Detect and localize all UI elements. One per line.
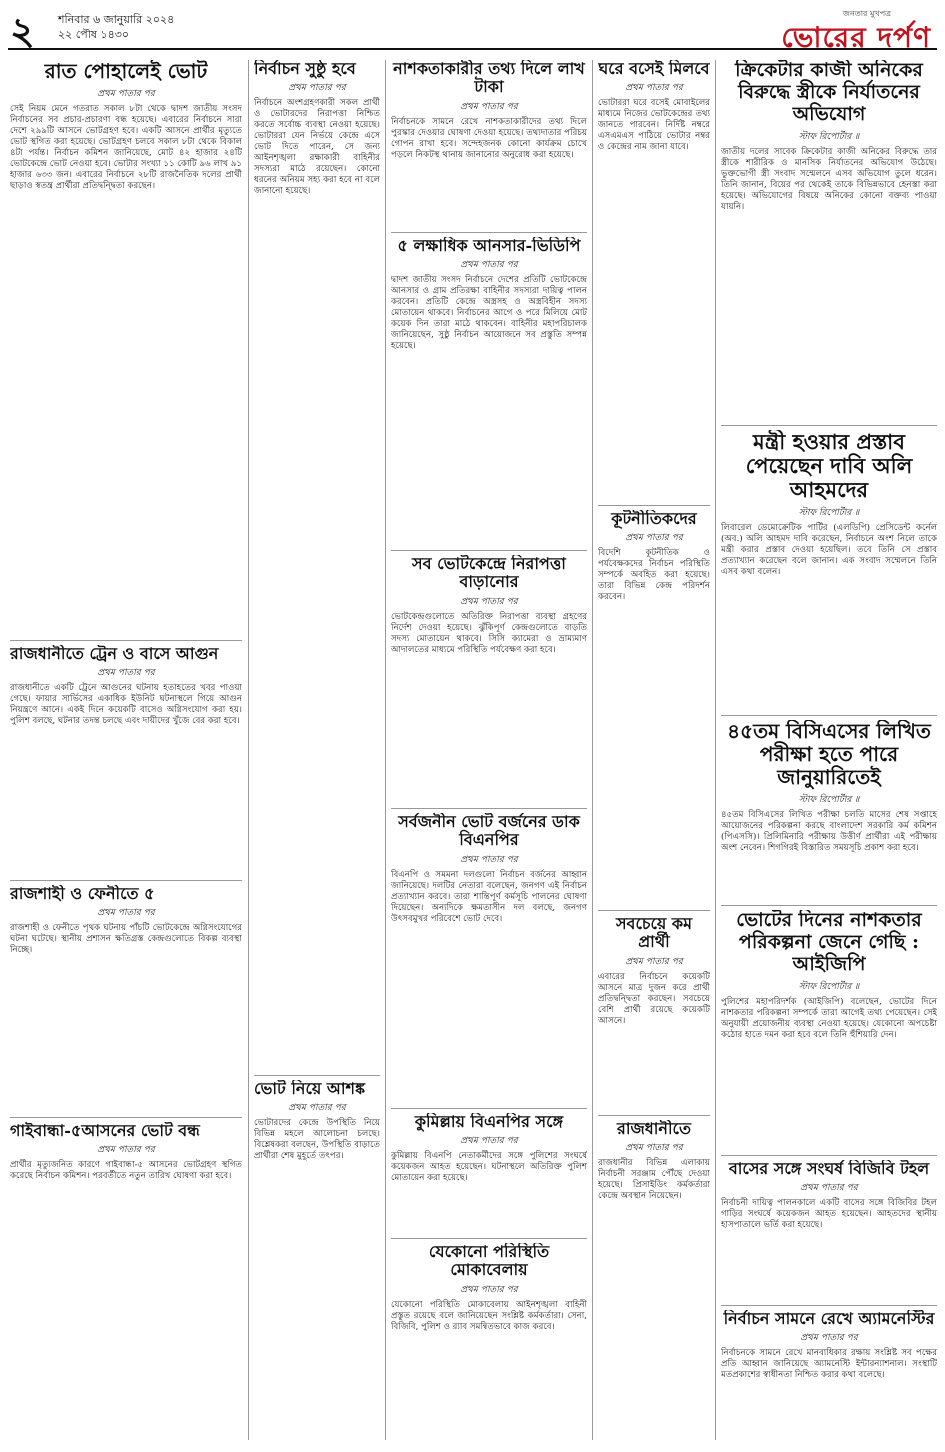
byline: প্রথম পাতার পর [460,854,518,865]
article-body: ৪৫তম বিসিএসের লিখিত পরীক্ষা চলতি মাসের শেষ সপ্তাহে আয়োজনের পরিকল্পনা করছে বাংলাদেশ সরকারি কর্ম কমিশন (পিএসসি)। প্রিলিমিনারি পরীক্ষায় উত্তীর্ণ প্রার্থীরা এই পরীক্ষায় অংশ নেবেন। শিগগিরই বিস্তারিত সময়সূচি প্রকাশ করা হবে। [721,810,937,853]
date-bangla: ২২ পৌষ ১৪৩০ [58,28,130,41]
divider [10,640,242,641]
divider [598,910,710,911]
divider [721,425,937,426]
headline: সব ভোটকেন্দ্রে নিরাপত্তা বাড়ানোর [412,555,566,592]
article-vote-niye [254,1080,380,1442]
headline: ঘরে বসেই মিলবে [598,60,710,78]
article-body: বিএনপি ও সমমনা দলগুলো নির্বাচন বর্জনের আহ্বান জানিয়েছে। দলটির নেতারা বলেছেন, জনগণ এই নির্বাচন প্রত্যাখ্যান করবে। তারা শান্তিপূর্ণ কর্মসূচি পালনের ঘোষণা দিয়েছেন। অন্যদিকে ক্ষমতাসীন দল বলছে, জনগণ উৎসবমুখর পরিবেশে ভোট দেবে। [391,869,587,924]
article-body: রাজশাহী ও ফেনীতে পৃথক ঘটনায় পাঁচটি ভোটকেন্দ্রে অগ্নিসংযোগের ঘটনা ঘটেছে। স্থানীয় প্রশাসন ক্ষতিগ্রস্ত কেন্দ্রগুলোতে বিকল্প ব্যবস্থা নিচ্ছে। [10,923,242,956]
headline: ভোট নিয়ে আশঙ্ক [254,1080,366,1098]
article-nashkata [391,60,587,230]
article-body: নির্বাচনকে সামনে রেখে মানবাধিকার রক্ষায় সংশ্লিষ্ট সব পক্ষের প্রতি আহ্বান জানিয়েছে অ্যামনেস্টি ইন্টারন্যাশনাল। সংস্থাটি মতপ্রকাশের স্বাধীনতা নিশ্চিত করার কথা বলেছে। [721,1348,937,1381]
divider [391,1108,587,1109]
byline: প্রথম পাতার পর [460,260,518,271]
headline: ৫ লক্ষাধিক আনসার-ভিডিপি [397,237,581,255]
newspaper-logo: ভোরের দর্পণ [781,21,931,54]
headline: রাজধানীতে [617,1120,691,1138]
divider [721,715,937,716]
article-body: বিদেশি কূটনীতিক ও পর্যবেক্ষকদের নির্বাচন পরিস্থিতি সম্পর্কে অবহিত করা হয়েছে। তারা বিভিন্ন কেন্দ্র পরিদর্শন করবেন। [598,548,710,603]
article-body: নির্বাচনকে সামনে রেখে নাশকতাকারীদের তথ্য দিলে পুরস্কার দেওয়ার ঘোষণা দেওয়া হয়েছে। তথ্যদাতার পরিচয় গোপন রাখা হবে। সন্দেহজনক কোনো কার্যক্রম চোখে পড়লে নিকটস্থ থানায় জানানোর অনুরোধ করা হয়েছে। [391,116,587,160]
column-divider [248,60,249,1440]
byline: স্টাফ রিপোর্টার ॥ [798,131,860,142]
article-body: ভোটারদের কেন্দ্রে উপস্থিতি নিয়ে বিভিন্ন মহলে আলোচনা চলছে। বিশ্লেষকরা বলছেন, উপস্থিতি বাড়াতে প্রার্থীরা শেষ মুহূর্তে তৎপর। [254,1118,380,1162]
article-cricketer [721,60,937,420]
article-body: পুলিশের মহাপরিদর্শক (আইজিপি) বলেছেন, ভোটের দিনে নাশকতার পরিকল্পনা সম্পর্কে তারা আগেই তথ্য পেয়েছেন। সেই অনুযায়ী প্রয়োজনীয় ব্যবস্থা নেওয়া হয়েছে। যেকোনো অপচেষ্টা কঠোর হাতে দমন করা হবে বলে তিনি হুঁশিয়ারি দেন। [721,996,937,1040]
article-body: যেকোনো পরিস্থিতি মোকাবেলায় আইনশৃঙ্খলা বাহিনী প্রস্তুত রয়েছে বলে জানিয়েছেন সংশ্লিষ্ট কর্মকর্তারা। সেনা, বিজিবি, পুলিশ ও র‌্যাব সমন্বিতভাবে কাজ করবে। [391,1299,587,1332]
divider [391,550,587,551]
article-body: লিবারেল ডেমোক্রেটিক পার্টির (এলডিপি) প্রেসিডেন্ট কর্নেল (অব.) অলি আহমদ দাবি করেছেন, নির্বাচনে অংশ নিলে তাকে মন্ত্রী করার প্রস্তাব দেওয়া হয়েছিল। তবে তিনি সে প্রস্তাব প্রত্যাখ্যান করেছেন বলে জানান। এক সংবাদ সম্মেলনে তিনি এসব কথা বলেন। [721,523,937,578]
article-kom-prarthi [598,915,710,1110]
byline: প্রথম পাতার পর [460,1136,518,1147]
article-body: রাজধানীর বিভিন্ন এলাকায় নির্বাচনী সরঞ্জাম পৌঁছে দেওয়া হয়েছে। প্রিসাইডিং কর্মকর্তারা কেন্দ্রে অবস্থান নিয়েছেন। [598,1158,710,1202]
masthead [8,6,937,54]
dateline [58,12,174,42]
headline: কূটনীতিকদের [611,510,697,528]
divider [721,1155,937,1156]
headline: ৪৫তম বিসিএসের লিখিত পরীক্ষা হতে পারে জানুয়ারিতেই [727,720,931,789]
article-bgb [721,1160,937,1300]
divider [391,232,587,233]
headline: রাজশাহী ও ফেনীতে ৫ [10,885,155,903]
article-rat-pohalei [10,60,242,635]
byline: প্রথম পাতার পর [800,1183,858,1194]
article-body: ভোটকেন্দ্রগুলোতে অতিরিক্ত নিরাপত্তা ব্যবস্থা গ্রহণের নির্দেশ দেওয়া হয়েছে। ঝুঁকিপূর্ণ কেন্দ্রগুলোতে বাড়তি সদস্য মোতায়েন থাকবে। সিসি ক্যামেরা ও ভ্রাম্যমাণ আদালতের মাধ্যমে পরিস্থিতি পর্যবেক্ষণ করা হবে। [391,611,587,655]
headline: সবচেয়ে কম প্রার্থী [615,915,693,952]
divider [10,1117,242,1118]
headline: কুমিল্লায় বিএনপির সঙ্গে [414,1113,564,1131]
article-body: রাজধানীতে একটি ট্রেনে আগুনের ঘটনায় হতাহতের খবর পাওয়া গেছে। ফায়ার সার্ভিসের একাধিক ইউনিট ঘটনাস্থলে গিয়ে আগুন নিয়ন্ত্রণে আনে। একই দিনে কয়েকটি বাসেও অগ্নিসংযোগ করা হয়। পুলিশ বলছে, ঘটনার তদন্ত চলছে এবং দায়ীদের খুঁজে বের করা হবে। [10,683,242,727]
divider [598,505,710,506]
divider [391,1238,587,1239]
brand-tagline: জনতার মুখপত্র [842,9,891,18]
byline: প্রথম পাতার পর [625,83,683,94]
article-body: দ্বাদশ জাতীয় সংসদ নির্বাচনে দেশের প্রতিটি ভোটকেন্দ্রে আনসার ও গ্রাম প্রতিরক্ষা বাহিনীর সদস্যরা দায়িত্ব পালন করবেন। প্রতিটি কেন্দ্রে অস্ত্রসহ ও অস্ত্রবিহীন সদস্য মোতায়েন থাকবে। নির্বাচনের আগে ও পরে মিলিয়ে মোট কয়েক দিন তারা মাঠে থাকবেন। বাহিনীর মহাপরিচালক জানিয়েছেন, সুষ্ঠু নির্বাচন আয়োজনে সব প্রস্তুতি সম্পন্ন হয়েছে। [391,275,587,352]
divider [391,808,587,809]
byline: স্টাফ রিপোর্টার ॥ [798,508,860,519]
article-body: নির্বাচনী দায়িত্ব পালনকালে একটি বাসের সঙ্গে বিজিবির টহল গাড়ির সংঘর্ষে কয়েকজন আহত হয়েছেন। আহতদের স্থানীয় হাসপাতালে ভর্তি করা হয়েছে। [721,1198,937,1231]
headline: যেকোনো পরিস্থিতি মোকাবেলায় [428,1243,550,1280]
byline: প্রথম পাতার পর [97,908,155,919]
date-gregorian: শনিবার ৬ জানুয়ারি ২০২৪ [58,13,175,26]
article-kutnitik [598,510,710,905]
article-body: কুমিল্লায় বিএনপি নেতাকর্মীদের সঙ্গে পুলিশের সংঘর্ষে কয়েকজন আহত হয়েছেন। ঘটনাস্থলে অতিরিক্ত পুলিশ মোতায়েন করা হয়েছে। [391,1151,587,1184]
headline: নির্বাচন সুষ্ঠু হবে [254,60,356,78]
headline: ভোটের দিনের নাশকতার পরিকল্পনা জেনে গেছি : আইজিপি [736,910,922,975]
article-body: জাতীয় দলের সাবেক ক্রিকেটার কাজী অনিকের বিরুদ্ধে তার স্ত্রীকে শারীরিক ও মানসিক নির্যাতনের অভিযোগ উঠেছে। ভুক্তভোগী স্ত্রী সংবাদ সম্মেলনে এসব অভিযোগ তুলে ধরেন। তিনি জানান, বিয়ের পর থেকেই তাকে বিভিন্নভাবে হেনস্তা করা হয়েছে। অভিযোগের বিষয়ে অনিকের কোনো বক্তব্য পাওয়া যায়নি। [721,146,937,212]
byline: স্টাফ রিপোর্টার ॥ [798,795,860,805]
divider [10,880,242,881]
byline: প্রথম পাতার পর [625,1143,683,1154]
byline: প্রথম পাতার পর [625,533,683,544]
byline: প্রথম পাতার পর [460,101,518,112]
column-divider [385,60,386,1440]
article-nirapotta [391,555,587,805]
article-cumilla [391,1113,587,1233]
article-nirbachon-sushthu [254,60,380,1070]
divider [598,1115,710,1116]
article-mantri [721,430,937,710]
headline: মন্ত্রী হওয়ার প্রস্তাব পেয়েছেন দাবি অলি আহমদের [745,430,913,503]
article-body: নির্বাচনে অংশগ্রহণকারী সকল প্রার্থী ও ভোটারদের নিরাপত্তা নিশ্চিত করতে সর্বোচ্চ ব্যবস্থা নেওয়া হয়েছে। ভোটাররা যেন নির্ভয়ে কেন্দ্রে এসে ভোট দিতে পারেন, সে জন্য আইনশৃঙ্খলা রক্ষাকারী বাহিনীর সদস্যরা মাঠে রয়েছেন। কোনো ধরনের অনিয়ম সহ্য করা হবে না বলে জানানো হয়েছে। [254,98,380,197]
column-divider [592,60,593,1440]
byline: প্রথম পাতার পর [288,83,346,94]
article-ghore-bose [598,60,710,500]
article-igp [721,910,937,1150]
headline: বাসের সঙ্গে সংঘর্ষ বিজিবি টহল [728,1160,930,1178]
article-rajdhani-train [10,645,242,873]
divider [721,905,937,906]
article-rajshahi [10,885,242,1107]
byline: প্রথম পাতার পর [97,1145,155,1156]
article-body: এবারের নির্বাচনে কয়েকটি আসনে মাত্র দুজন করে প্রার্থী প্রতিদ্বন্দ্বিতা করছেন। সবচেয়ে বেশি প্রার্থী রয়েছে কয়েকটি আসনে। [598,971,710,1026]
byline: স্টাফ রিপোর্টার ॥ [798,981,860,992]
headline: রাত পোহালেই ভোট [44,60,208,83]
byline: প্রথম পাতার পর [97,89,155,99]
divider [254,1075,380,1076]
headline: গাইবান্ধা-৫আসনের ভোট বন্ধ [10,1122,200,1140]
article-body: প্রার্থীর মৃত্যুজনিত কারণে গাইবান্ধা-৫ আসনের ভোটগ্রহণ স্থগিত করেছে নির্বাচন কমিশন। পরবর্তীতে নতুন তারিখ ঘোষণা করা হবে। [10,1160,242,1182]
byline: প্রথম পাতার পর [97,668,155,679]
article-bcs [721,720,937,900]
article-bnp-boycott [391,813,587,1103]
article-rajdhanite [598,1120,710,1440]
byline: প্রথম পাতার পর [625,956,683,967]
article-body: ভোটাররা ঘরে বসেই মোবাইলের মাধ্যমে নিজের ভোটকেন্দ্রের তথ্য জানতে পারবেন। নির্দিষ্ট নম্বরে এসএমএস পাঠিয়ে ভোটার নম্বর ও কেন্দ্রের নাম জানা যাবে। [598,98,710,153]
article-body: সেই নিয়ম মেনে গতরাত সকাল ৮টা থেকে দ্বাদশ জাতীয় সংসদ নির্বাচনের সব প্রচার-প্রচারণা বন্ধ হয়েছে। এবারের নির্বাচনে সারা দেশে ২৯৯টি আসনে ভোটগ্রহণ হবে। একটি আসনে প্রার্থীর মৃত্যুতে ভোট স্থগিত করা হয়েছে। ভোটগ্রহণ চলবে সকাল ৮টা থেকে বিকাল ৪টা পর্যন্ত। নির্বাচন কমিশন জানিয়েছে, মোট ৪২ হাজার ২৪টি ভোটকেন্দ্রে ভোট নেওয়া হবে। ভোটার সংখ্যা ১১ কোটি ৯৬ লাখ ৯১ হাজার ৬৩৩ জন। এবারের নির্বাচনে ২৮টি রাজনৈতিক দলের প্রার্থী ছাড়াও স্বতন্ত্র প্রার্থীরা প্রতিদ্বন্দ্বিতা করছেন। [10,104,242,191]
divider [721,1305,937,1306]
byline: প্রথম পাতার পর [460,596,518,607]
article-jekono [391,1243,587,1443]
article-amnesty [721,1310,937,1442]
byline: প্রথম পাতার পর [460,1284,518,1295]
headline: নাশকতাকারীর তথ্য দিলে লাখ টাকা [393,60,585,97]
article-ansar [391,237,587,547]
headline: নির্বাচন সামনে রেখে অ্যামনেস্টির [723,1310,935,1328]
column-divider [715,60,716,1440]
page-number: ২ [10,8,35,53]
article-gaibandha [10,1122,242,1442]
headline: রাজধানীতে ট্রেন ও বাসে আগুন [10,645,219,663]
headline: সর্বজনীন ভোট বর্জনের ডাক বিএনপির [398,813,580,850]
byline: প্রথম পাতার পর [800,1333,858,1344]
byline: প্রথম পাতার পর [288,1103,346,1114]
headline: ক্রিকেটার কাজী অনিকের বিরুদ্ধে স্ত্রীকে নির্যাতনের অভিযোগ [735,60,923,125]
